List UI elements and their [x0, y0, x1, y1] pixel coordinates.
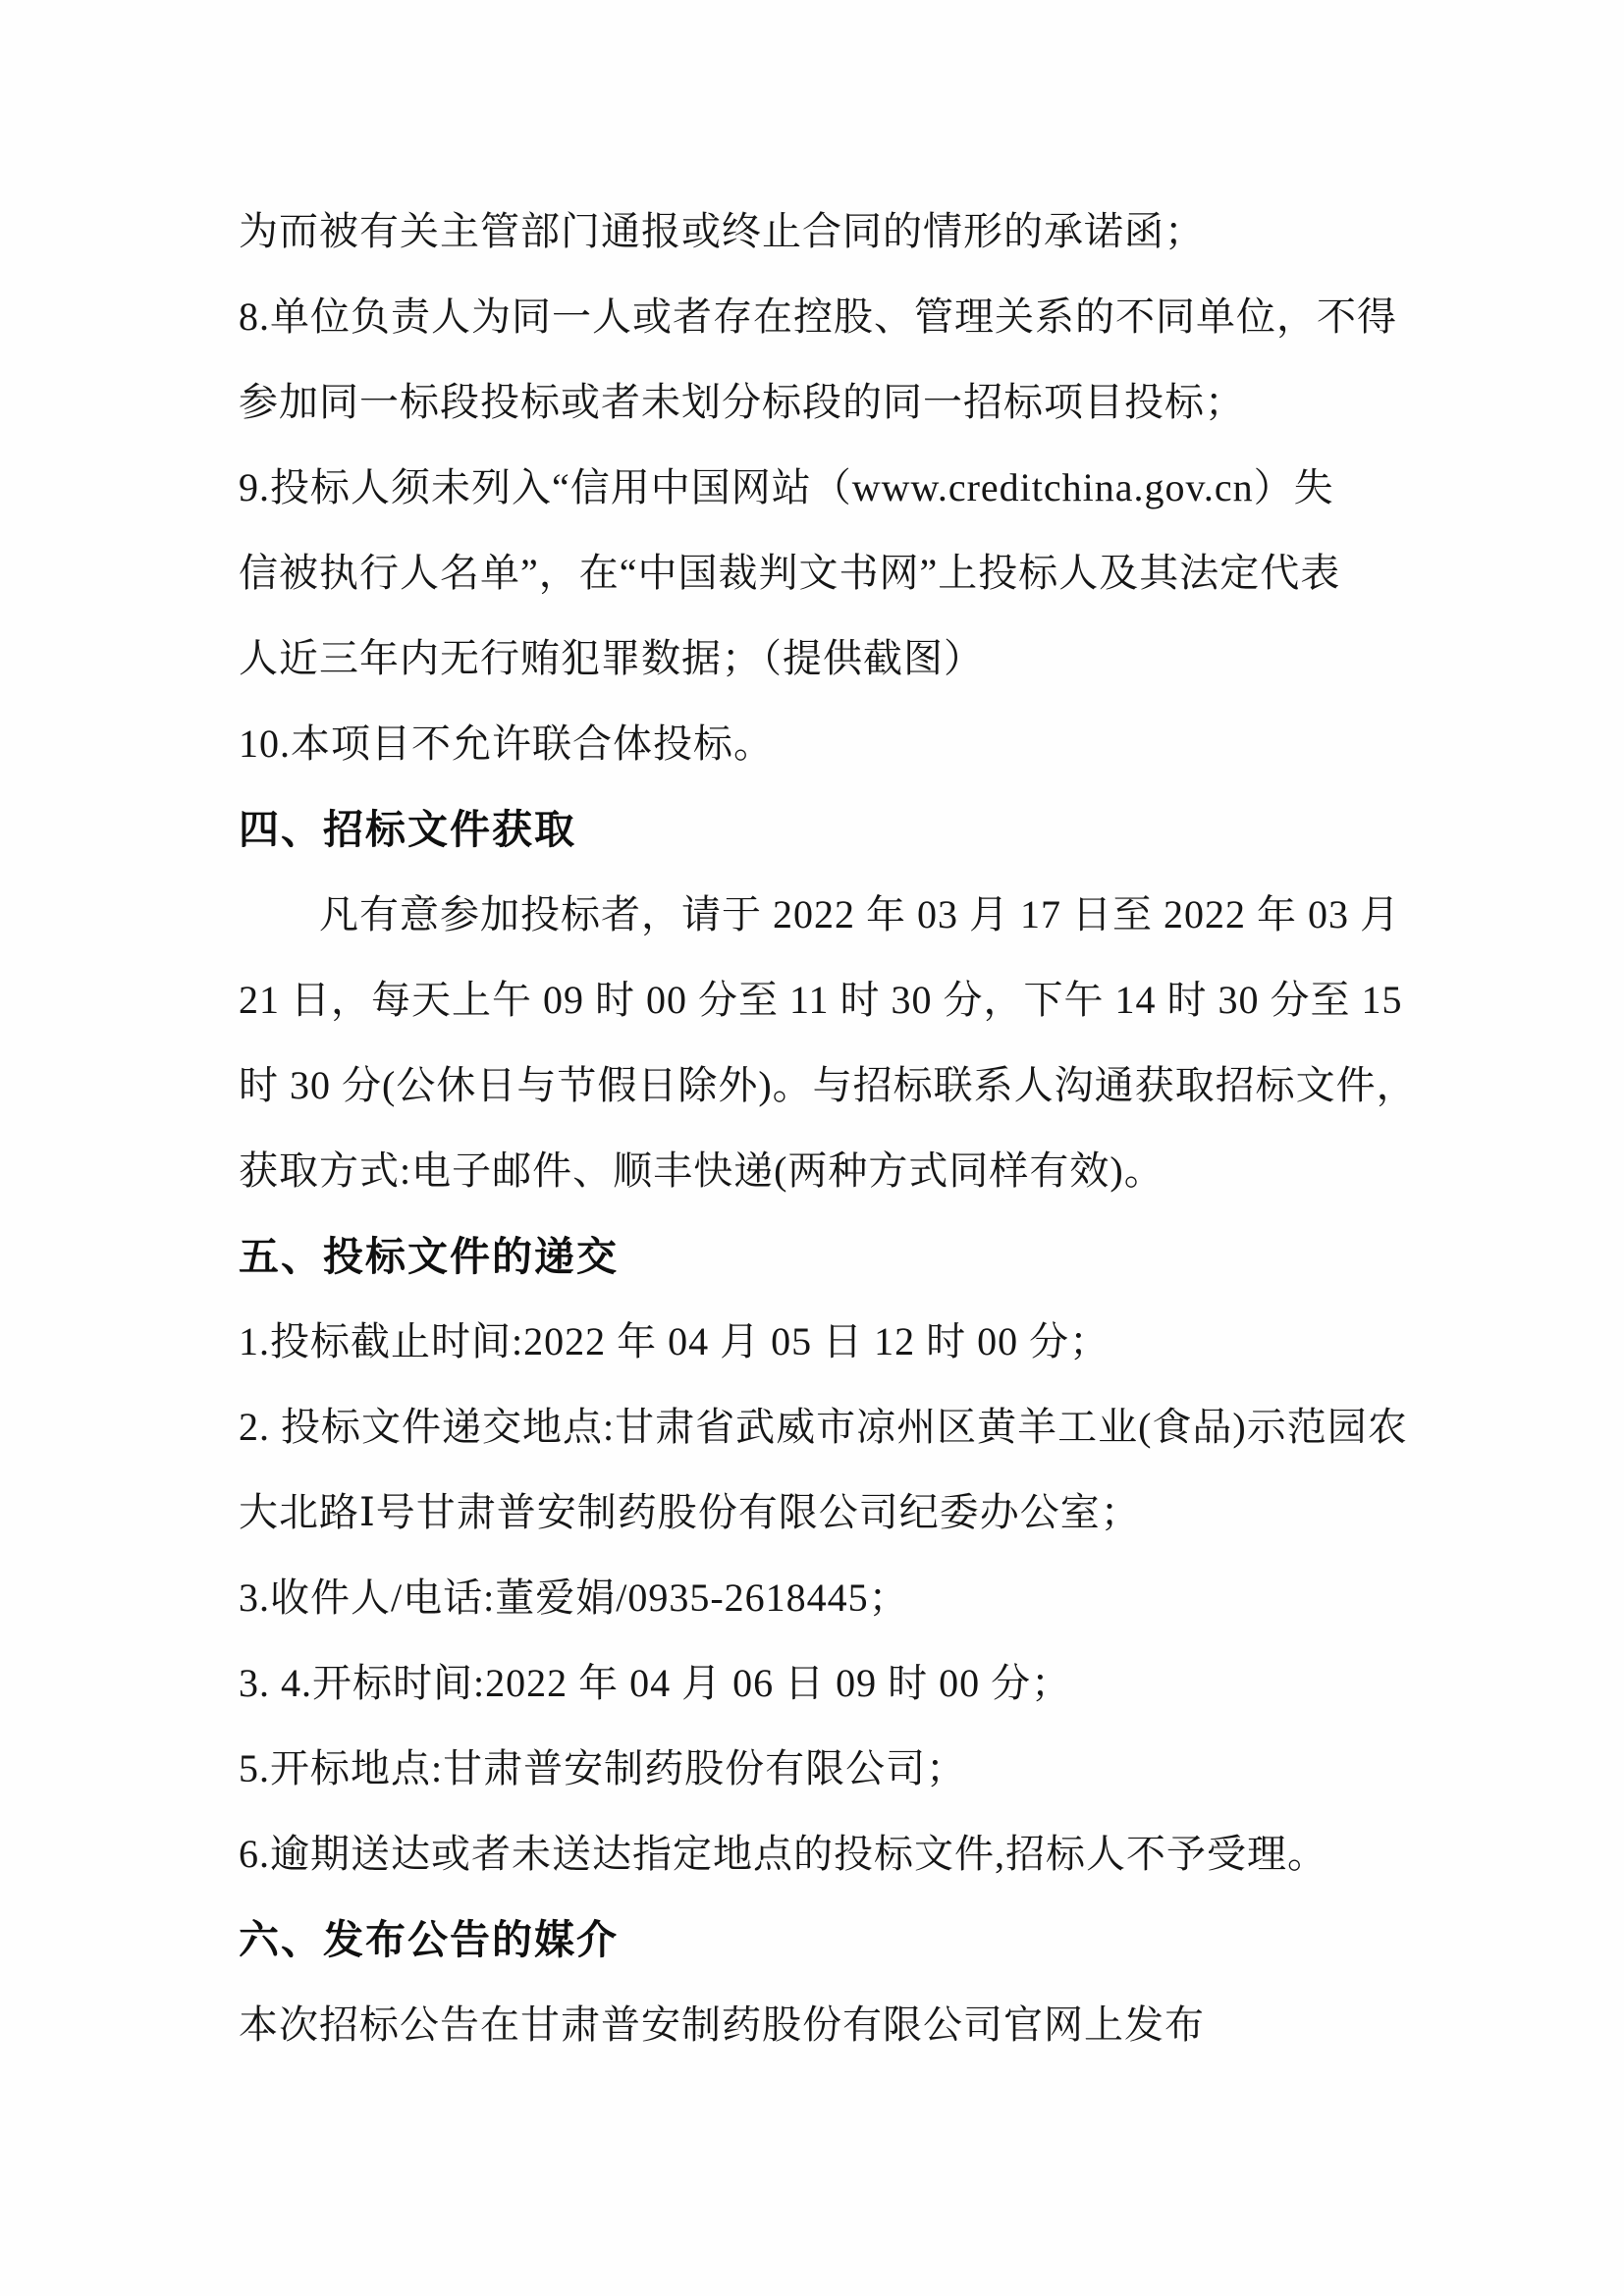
paragraph-line-deadline: 1.投标截止时间:2022 年 04 月 05 日 12 时 00 分； [239, 1319, 1110, 1363]
paragraph-line-obtain-2: 21 日，每天上午 09 时 00 分至 11 时 30 分，下午 14 时 30 分至 15 [239, 978, 1403, 1022]
paragraph-line-item-10: 10.本项目不允许联合体投标。 [239, 721, 774, 766]
paragraph-line-item-9-cont-1: 信被执行人名单”，在“中国裁判文书网”上投标人及其法定代表 [239, 551, 1341, 595]
paragraph-line-item-8: 8.单位负责人为同一人或者存在控股、管理关系的不同单位，不得 [239, 294, 1397, 339]
section-heading-5-bid-submission: 五、投标文件的递交 [239, 1234, 619, 1279]
paragraph-line-submit-address-2: 大北路Ⅰ号甘肃普安制药股份有限公司纪委办公室； [239, 1490, 1141, 1534]
paragraph-line-obtain-3: 时 30 分(公休日与节假日除外)。与招标联系人沟通获取招标文件， [239, 1063, 1417, 1107]
section-heading-4-document-obtain: 四、招标文件获取 [239, 807, 576, 852]
paragraph-line-item-8-cont: 参加同一标段投标或者未划分标段的同一招标项目投标； [239, 380, 1245, 424]
paragraph-line-opening-place: 5.开标地点:甘肃普安制药股份有限公司； [239, 1746, 967, 1790]
section-heading-6-announcement-media: 六、发布公告的媒介 [239, 1917, 619, 1962]
paragraph-line-obtain-1: 凡有意参加投标者，请于 2022 年 03 月 17 日至 2022 年 03 月 [319, 892, 1400, 936]
paragraph-line-late-delivery: 6.逾期送达或者未送达指定地点的投标文件,招标人不予受理。 [239, 1832, 1327, 1876]
paragraph-line-submit-address-1: 2. 投标文件递交地点:甘肃省武威市凉州区黄羊工业(食品)示范园农 [239, 1405, 1408, 1449]
document-text-block [239, 208, 1417, 2087]
paragraph-line-obtain-4: 获取方式:电子邮件、顺丰快递(两种方式同样有效)。 [239, 1148, 1164, 1193]
paragraph-line-announcement-media: 本次招标公告在甘肃普安制药股份有限公司官网上发布 [239, 2002, 1205, 2047]
paragraph-line-opening-time: 3. 4.开标时间:2022 年 04 月 06 日 09 时 00 分； [239, 1661, 1072, 1705]
paragraph-line-item-9-cont-2: 人近三年内无行贿犯罪数据；（提供截图） [239, 636, 984, 680]
paragraph-line-item-9: 9.投标人须未列入“信用中国网站（www.creditchina.gov.cn）失 [239, 465, 1334, 509]
paragraph-line-commitment-letter-cont: 为而被有关主管部门通报或终止合同的情形的承诺函； [239, 209, 1205, 253]
paragraph-line-recipient-phone: 3.收件人/电话:董爱娟/0935-2618445； [239, 1575, 909, 1620]
